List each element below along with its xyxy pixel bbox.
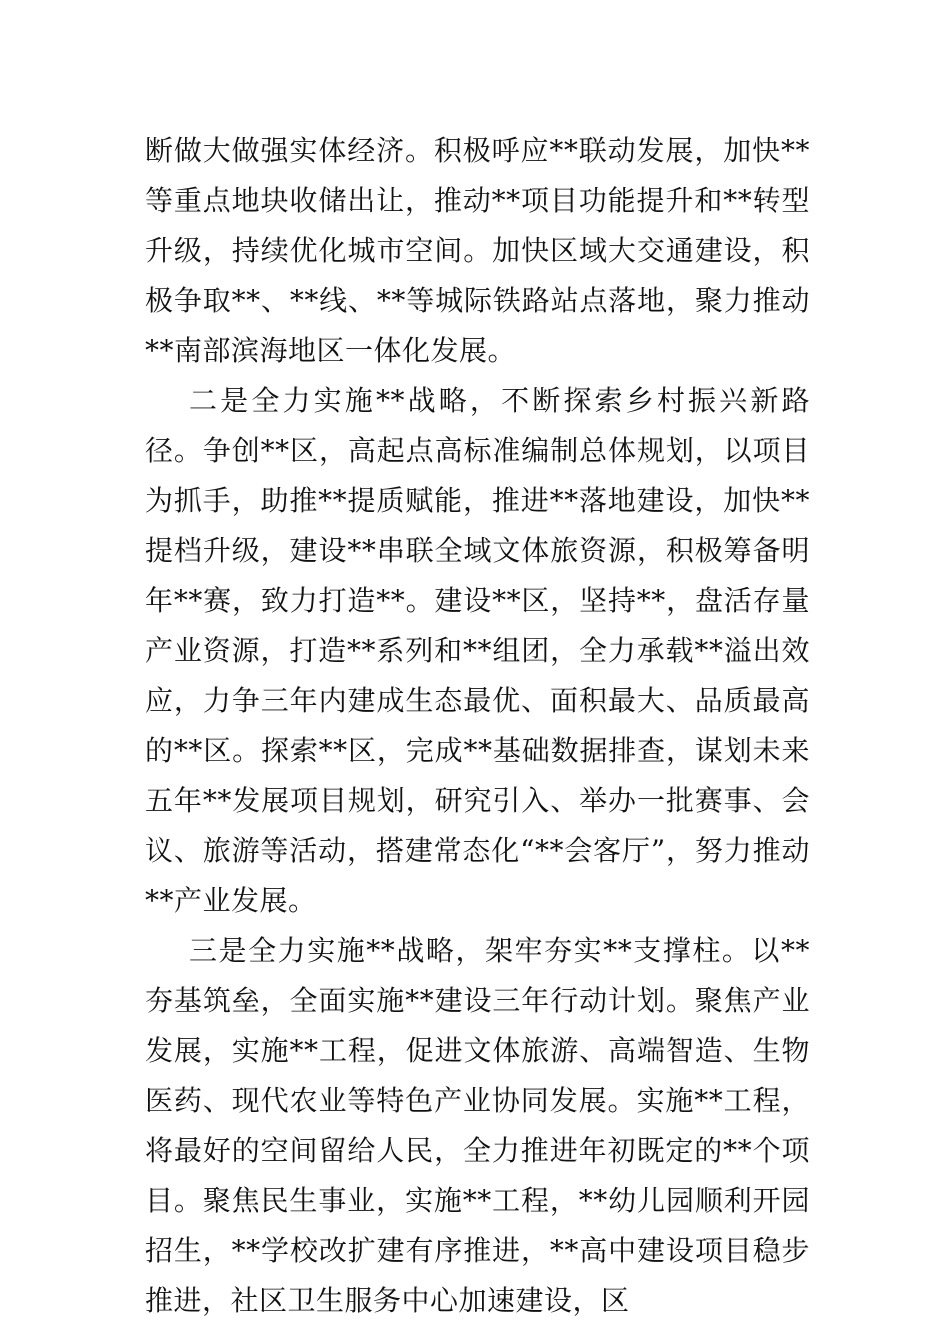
document-body — [145, 126, 810, 1326]
paragraph-2: 二是全力实施**战略，不断探索乡村振兴新路径。争创**区，高起点高标准编制总体规划，以项目为抓手，助推**提质赋能，推进**落地建设，加快**提档升级，建设**串联全域文体旅资源，积极筹备明年**赛，致力打造**。建设**区，坚持**，盘活存量产业资源，打造**系列和**组团，全力承载**溢出效应，力争三年内建成生态最优、面积最大、品质最高的**区。探索**区，完成**基础数据排查，谋划未来五年**发展项目规划，研究引入、举办一批赛事、会议、旅游等活动，搭建常态化“**会客厅”，努力推动**产业发展。 — [145, 384, 810, 917]
paragraph-3: 三是全力实施**战略，架牢夯实**支撑柱。以**夯基筑垒，全面实施**建设三年行动计划。聚焦产业发展，实施**工程，促进文体旅游、高端智造、生物医药、现代农业等特色产业协同发展。实施**工程，将最好的空间留给人民，全力推进年初既定的**个项目。聚焦民生事业，实施**工程，**幼儿园顺利开园招生，**学校改扩建有序推进，**高中建设项目稳步推进，社区卫生服务中心加速建设，区 — [145, 934, 810, 1317]
paragraph-1: 断做大做强实体经济。积极呼应**联动发展，加快**等重点地块收储出让，推动**项目功能提升和**转型升级，持续优化城市空间。加快区域大交通建设，积极争取**、**线、**等城际铁路站点落地，聚力推动**南部滨海地区一体化发展。 — [145, 134, 810, 367]
